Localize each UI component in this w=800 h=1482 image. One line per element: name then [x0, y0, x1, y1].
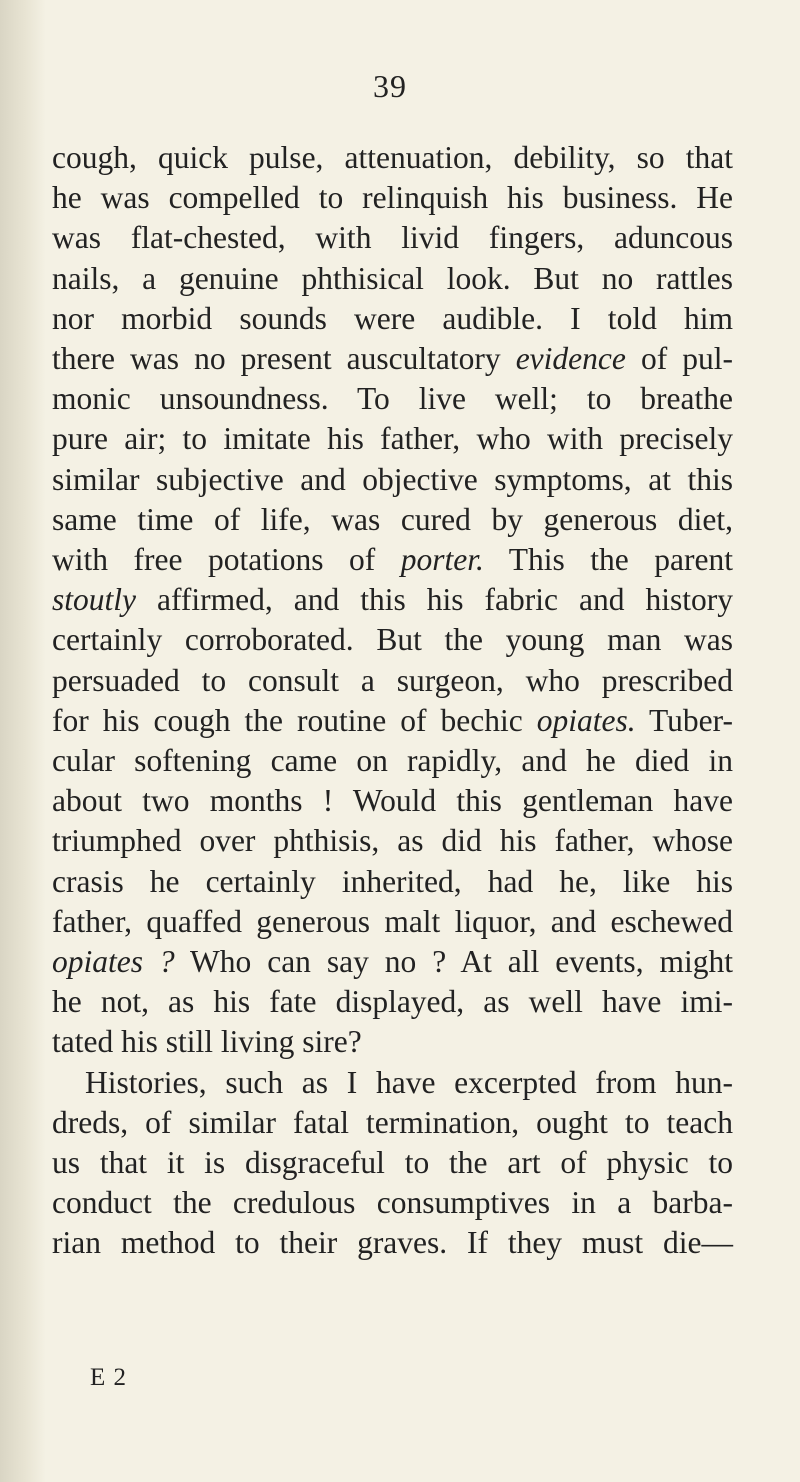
text-run: was flat-chested, with livid fingers, aduncous [52, 220, 733, 256]
text-run: of pul- [625, 341, 733, 376]
text-line [52, 983, 733, 1021]
text-line [52, 541, 733, 579]
text-line [52, 863, 733, 901]
text-run: Tuber- [635, 702, 733, 738]
text-line [52, 1184, 733, 1222]
text-run: there was no present auscultatory [52, 341, 516, 376]
printer-signature-mark: E 2 [90, 1364, 128, 1391]
text-run: Who can say no ? At all events, might [174, 944, 733, 979]
text-run: same time of life, was cured by generous diet, [52, 501, 733, 537]
text-run: nails, a genuine phthisical look. But no rattles [52, 260, 733, 296]
italic-text-run: porter. [400, 542, 484, 577]
text-run: with free potations of [52, 542, 401, 577]
text-line [52, 1144, 733, 1182]
text-line [52, 1104, 733, 1142]
italic-text-run: opiates ? [52, 944, 175, 979]
text-run: This the parent [483, 542, 733, 577]
italic-text-run: opiates. [536, 702, 636, 738]
text-run: he not, as his fate displayed, as well have imi- [52, 984, 733, 1020]
text-run: conduct the credulous consumptives in a barba- [52, 1185, 733, 1221]
text-run: us that it is disgraceful to the art of physic to [52, 1145, 733, 1180]
text-line [52, 219, 733, 257]
text-run: cough, quick pulse, attenuation, debility, so that [52, 140, 733, 175]
text-line [52, 782, 733, 820]
text-line [52, 420, 733, 458]
text-line [52, 702, 733, 740]
text-line [52, 179, 733, 217]
text-run: certainly corroborated. But the young man was [52, 622, 733, 658]
text-line [52, 621, 733, 659]
text-line [52, 1023, 733, 1061]
text-line [52, 1224, 733, 1262]
text-line [52, 139, 733, 177]
text-run: father, quaffed generous malt liquor, and eschewed [52, 903, 733, 939]
text-line [52, 903, 733, 941]
text-run: nor morbid sounds were audible. I told him [52, 300, 733, 336]
text-run: tated his still living sire? [52, 1024, 362, 1060]
page-number: 39 [373, 68, 407, 104]
text-run: for his cough the routine of bechic [52, 702, 537, 738]
text-line [52, 340, 733, 378]
text-run: pure air; to imitate his father, who with precisely [52, 421, 733, 457]
text-run: affirmed, and this his fabric and history [136, 582, 733, 618]
text-run: crasis he certainly inherited, had he, like his [52, 863, 733, 899]
text-run: he was compelled to relinquish his business. He [52, 180, 733, 216]
text-run: monic unsoundness. To live well; to breathe [52, 381, 733, 417]
text-run: triumphed over phthisis, as did his father, whose [52, 823, 733, 859]
text-run: similar subjective and objective symptoms, at this [52, 461, 733, 497]
italic-text-run: stoutly [52, 582, 136, 618]
text-line [85, 1064, 733, 1102]
text-run: cular softening came on rapidly, and he died in [52, 743, 733, 778]
text-run: rian method to their graves. If they must die— [52, 1225, 733, 1261]
text-run: dreds, of similar fatal termination, ought to teach [52, 1104, 733, 1140]
text-line [52, 461, 733, 499]
italic-text-run: evidence [515, 341, 626, 376]
page-gutter-shadow [0, 0, 46, 1482]
text-line [52, 300, 733, 338]
text-line [52, 581, 733, 619]
text-line [52, 501, 733, 539]
text-line [52, 742, 733, 780]
text-line [52, 260, 733, 298]
text-line [52, 822, 733, 860]
text-run: about two months ! Would this gentleman have [52, 783, 733, 819]
text-line [52, 662, 733, 700]
text-run: Histories, such as I have excerpted from hun- [85, 1064, 733, 1100]
text-line [52, 380, 733, 418]
text-line [52, 943, 733, 981]
text-run: persuaded to consult a surgeon, who prescribed [52, 662, 733, 698]
